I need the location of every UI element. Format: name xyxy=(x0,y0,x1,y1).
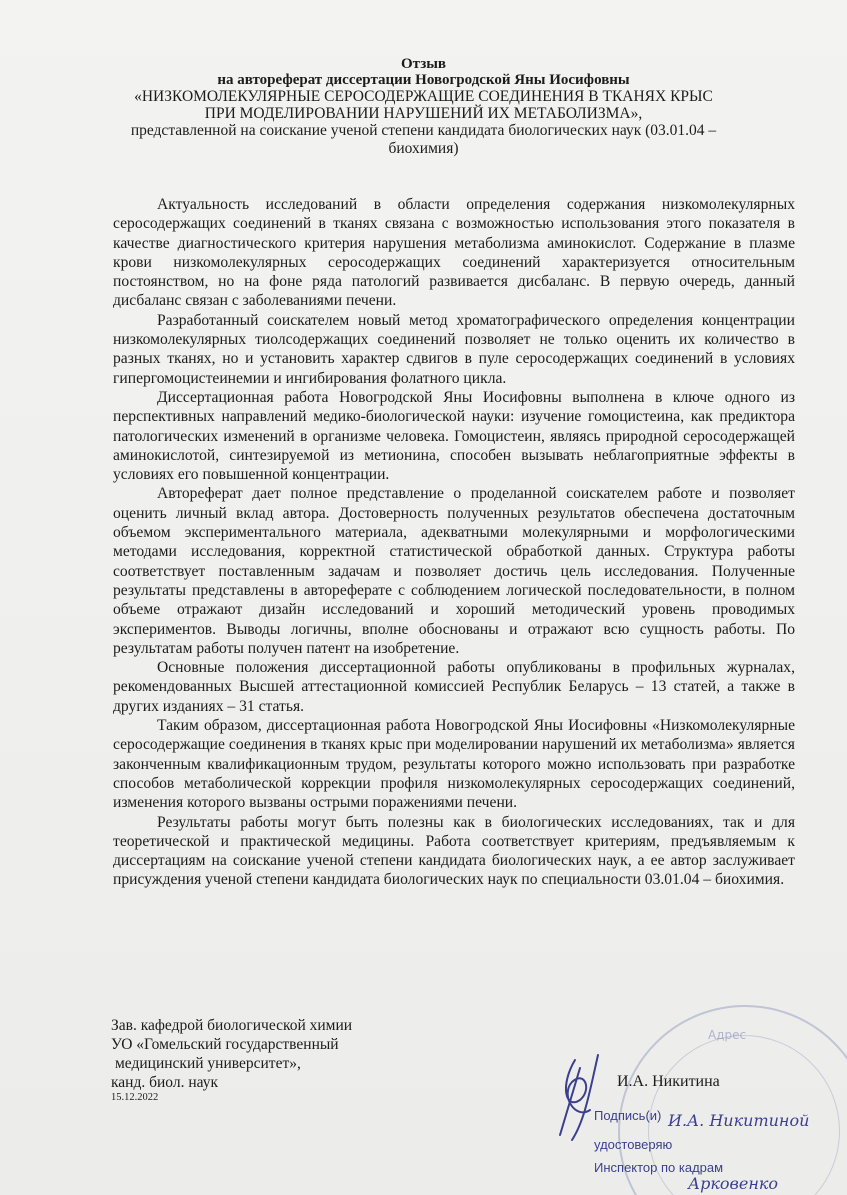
position-line: медицинский университет», xyxy=(115,1055,301,1072)
position-line: Зав. кафедрой биологической химии xyxy=(111,1017,353,1034)
signature-date: 15.12.2022 xyxy=(111,1092,159,1103)
paragraph: Таким образом, диссертационная работа Новогродской Яны Иосифовны «Низкомолекулярные серосодержащие соединения в тканях крыс при моделировании нарушений их метаболизма» является законченным квалификационным трудом, результаты которого можно использовать при разработке способов метаболической коррекции профиля низкомолекулярных серосодержащих соединений, изменения которого вызваны острыми поражениями печени. xyxy=(113,717,795,812)
signatory-name: И.А. Никитина xyxy=(617,1073,720,1090)
certification-line3: Инспектор по кадрам xyxy=(594,1160,724,1175)
certification-handwritten-name: И.А. Никитиной xyxy=(668,1111,810,1130)
paragraph: Актуальность исследований в области определения содержания низкомолекулярных серосодержащих соединений в тканях связана с возможностью использования этого показателя в качестве диагностического критерия нарушения метаболизма аминокислот. Содержание в плазме крови низкомолекулярных серосодержащих соединений характеризуется относительным постоянством, но на фоне ряда патологий развивается дисбаланс. В первую очередь, данный дисбаланс связан с заболеваниями печени. xyxy=(113,196,795,310)
document-subtitle: на автореферат диссертации Новогродской Яны Иосифовны xyxy=(217,72,630,88)
degree-line1: представленной на соискание ученой степени кандидата биологических наук (03.01.04 – xyxy=(130,122,717,139)
paragraph: Автореферат дает полное представление о проделанной соискателем работе и позволяет оценить личный вклад автора. Достоверность полученных результатов обеспечена достаточным объемом экспериментального материала, адекватными молекулярными и морфологическими методами исследования, корректной статистической обработкой данных. Структура работы соответствует поставленным задачам и позволяет достичь цель исследования. Полученные результаты представлены в автореферате с соблюдением логической последовательности, в полном объеме отражают дизайн исследований и хороший методический уровень проводимых экспериментов. Выводы логичны, вполне обоснованы и отражают всю сущность работы. По результатам работы получен патент на изобретение. xyxy=(113,485,795,657)
dissertation-topic-line1: «НИЗКОМОЛЕКУЛЯРНЫЕ СЕРОСОДЕРЖАЩИЕ СОЕДИНЕНИЯ В ТКАНЯХ КРЫС xyxy=(134,88,713,105)
certification-line2: удостоверяю xyxy=(594,1137,673,1152)
inspector-handwritten-name: Арковенко xyxy=(688,1174,779,1193)
position-line: канд. биол. наук xyxy=(111,1074,218,1091)
dissertation-topic-line2: ПРИ МОДЕЛИРОВАНИИ НАРУШЕНИЙ ИХ МЕТАБОЛИЗМА», xyxy=(204,105,643,122)
paragraph: Диссертационная работа Новогродской Яны Иосифовны выполнена в ключе одного из перспективных направлений медико-биологической науки: изучение гомоцистеина, как предиктора патологических изменений в организме человека. Гомоцистеин, являясь природной серосодержащей аминокислотой, синтезируемой из метионина, способен вызывать неблагоприятные эффекты в условиях его повышенной концентрации. xyxy=(113,388,795,484)
paragraph: Разработанный соискателем новый метод хроматографического определения концентрации низкомолекулярных тиолсодержащих соединений позволяет не только оценить их количество в разных тканях, но и установить характер сдвигов в пуле серосодержащих соединений в условиях гипергомоцистеинемии и ингибирования фолатного цикла. xyxy=(113,311,795,387)
certification-line1: Подпись(и) xyxy=(594,1108,662,1123)
position-line: УО «Гомельский государственный xyxy=(111,1036,339,1053)
paragraph: Результаты работы могут быть полезны как в биологических исследованиях, так и для теоретической и практической медицины. Работа соответствует критериям, предъявляемым к диссертациям на соискание ученой степени кандидата биологических наук, а ее автор заслуживает присуждения ученой степени кандидата биологических наук по специальности 03.01.04 – биохимия. xyxy=(113,813,795,889)
degree-line2: биохимия) xyxy=(388,140,459,157)
paragraph: Основные положения диссертационной работы опубликованы в профильных журналах, рекомендованных Высшей аттестационной комиссией Республик Беларусь – 13 статей, а также в других изданиях – 31 статья. xyxy=(113,659,795,715)
document-title: Отзыв xyxy=(400,56,447,72)
stamp-text: Адрес xyxy=(708,1028,747,1042)
